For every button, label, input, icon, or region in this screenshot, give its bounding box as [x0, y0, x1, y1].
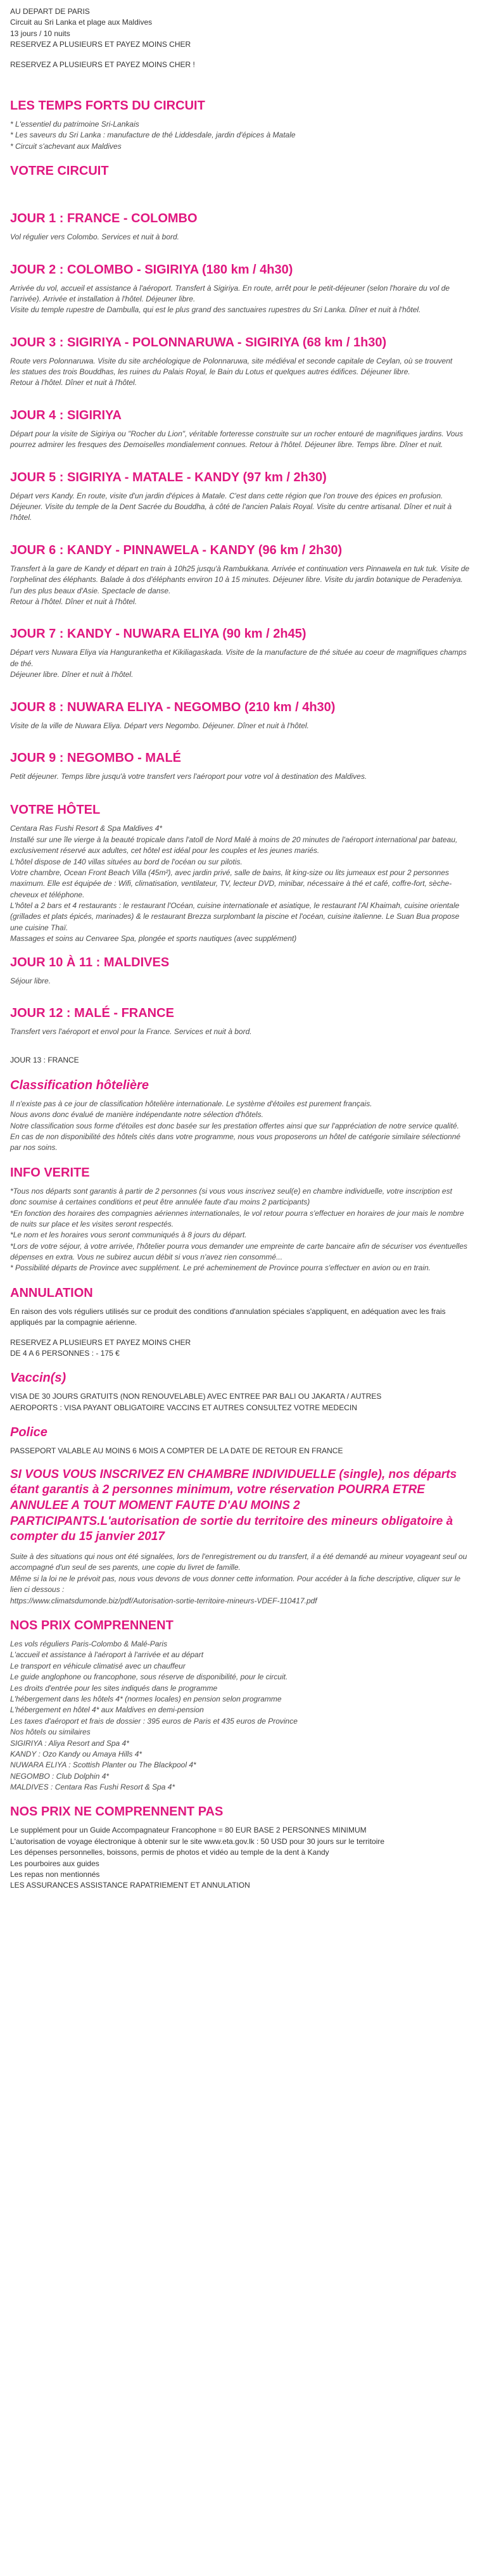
text-line: Transfert vers l'aéroport et envol pour la France. Services et nuit à bord.	[10, 1027, 252, 1037]
text-line: L'hôtel a 2 bars et 4 restaurants : le restaurant l'Océan, cuisine internationale et asiatique, le restaurant l'Al Khaimah, cuisine orientale (grillades et plats épicés, marinades) & le restaurant Brezza surplombant la piscine et l'océan, cuisine italienne. Le Suan Bua propose une cuisine Thaï.	[10, 901, 460, 932]
info-verite-title: INFO VERITE	[10, 1165, 90, 1180]
ne-comprend-title: NOS PRIX NE COMPRENNENT PAS	[10, 1805, 224, 1819]
day-title: JOUR 1 : FRANCE - COLOMBO	[10, 212, 198, 226]
day-description	[10, 976, 470, 987]
text-line: Circuit au Sri Lanka et plage aux Maldives	[10, 18, 153, 27]
itinerary-days	[10, 211, 470, 791]
itinerary-days-end	[10, 955, 470, 1047]
day-description	[10, 429, 470, 451]
text-line: NEGOMBO : Club Dolphin 4*	[10, 1771, 110, 1781]
day-title: JOUR 6 : KANDY - PINNAWELA - KANDY (96 km / 2h30)	[10, 543, 343, 557]
text-line: L'hébergement en hôtel 4* aux Maldives en demi-pension	[10, 1705, 204, 1715]
text-line: Les repas non mentionnés	[10, 1870, 100, 1879]
text-line: MALDIVES : Centara Ras Fushi Resort & Spa 4*	[10, 1783, 175, 1792]
text-line: AU DEPART DE PARIS	[10, 7, 90, 16]
text-line: Arrivée du vol, accueil et assistance à l'aéroport. Transfert à Sigiriya. En route, arrêt pour le petit-déjeuner (selon l'horaire du vol de l'arrivée). Arrivée et installation à l'hôtel. Déjeuner libre.	[10, 283, 450, 303]
day-title: JOUR 5 : SIGIRIYA - MATALE - KANDY (97 km / 2h30)	[10, 470, 327, 484]
text-line: Même si la loi ne le prévoit pas, nous vous devons de vous donner cette information. Pour accéder à la fiche descriptive, cliquer sur le lien ci dessous :	[10, 1574, 461, 1594]
text-line: * Les saveurs du Sri Lanka : manufacture de thé Liddesdale, jardin d'épices à Matale	[10, 130, 296, 140]
comprend-title: NOS PRIX COMPRENNENT	[10, 1619, 174, 1632]
text-line: Il n'existe pas à ce jour de classification hôtelière internationale. Le système d'étoiles est purement français.	[10, 1099, 372, 1108]
text-line: * Circuit s'achevant aux Maldives	[10, 141, 122, 151]
text-line: Le guide anglophone ou francophone, sous réserve de disponibilité, pour le circuit.	[10, 1672, 288, 1682]
day-title: JOUR 9 : NEGOMBO - MALÉ	[10, 750, 182, 765]
text-line: Déjeuner libre. Dîner et nuit à l'hôtel.	[10, 670, 134, 679]
text-line: Visite de la ville de Nuwara Eliya. Départ vers Negombo. Déjeuner. Dîner et nuit à l'hôtel.	[10, 721, 309, 730]
day-description	[10, 771, 470, 782]
text-line: * L'essentiel du patrimoine Sri-Lankais	[10, 119, 139, 129]
text-line	[10, 51, 470, 60]
text-line: Massages et soins au Cenvaree Spa, plongée et sports nautiques (avec supplément)	[10, 934, 297, 944]
text-line: Départ vers Nuwara Eliya via Hanguranketha et Kikiliagaskada. Visite de la manufacture de thé située au coeur de magnifiques champs de thé.	[10, 648, 467, 668]
prix-ne-comprennent-list	[10, 1825, 470, 1891]
text-line: Les droits d'entrée pour les sites indiqués dans le programme	[10, 1683, 218, 1693]
text-line: Centara Ras Fushi Resort & Spa Maldives 4*	[10, 824, 163, 833]
text-line: SIGIRIYA : Aliya Resort and Spa 4*	[10, 1738, 129, 1748]
vaccin-title: Vaccin(s)	[10, 1371, 66, 1386]
text-line: AEROPORTS : VISA PAYANT OBLIGATOIRE VACCINS ET AUTRES CONSULTEZ VOTRE MEDECIN	[10, 1403, 357, 1412]
day-title: JOUR 12 : MALÉ - FRANCE	[10, 1006, 174, 1021]
text-line: Notre classification sous forme d'étoiles est donc basée sur les prestation offertes ainsi que sur l'appréciation de notre service qualité.	[10, 1121, 459, 1130]
text-line: Route vers Polonnaruwa. Visite du site archéologique de Polonnaruwa, site médiéval et seconde capitale de Ceylan, où se trouvent	[10, 356, 453, 365]
text-line: Suite à des situations qui nous ont été signalées, lors de l'enregistrement ou du transfert, il a été demandé au mineur voyageant seul ou accompagné d'un seul de ses parents, une copie du livret de famille.	[10, 1552, 467, 1572]
day-description	[10, 491, 470, 524]
text-line: *Le nom et les horaires vous seront communiqués à 8 jours du départ.	[10, 1230, 247, 1240]
police-text	[10, 1446, 470, 1456]
hotel-description	[10, 823, 470, 944]
text-line: VISA DE 30 JOURS GRATUITS (NON RENOUVELABLE) AVEC ENTREE PAR BALI OU JAKARTA / AUTRES	[10, 1392, 382, 1401]
police-title: Police	[10, 1425, 47, 1440]
text-line: NUWARA ELIYA : Scottish Planter ou The Blackpool 4*	[10, 1760, 196, 1770]
text-line: Votre chambre, Ocean Front Beach Villa (45m²), avec jardin privé, salle de bains, lit king-size ou lits jumeaux est pour 2 personnes maximum. Elle est équipée de : Wifi, climatisation, ventilateur, TV, lecteur DVD, minibar, nécessaire à thé et café, coffre-fort, sèche-cheveux et téléphone.	[10, 868, 452, 899]
text-line: https://www.climatsdumonde.biz/pdf/Autorisation-sortie-territoire-mineurs-VDEF-110417.pdf	[10, 1596, 317, 1605]
text-line: Installé sur une île vierge à la beauté tropicale dans l'atoll de Nord Malé à moins de 20 minutes de l'aéroport international par bateau, exclusivement réservé aux adultes, cet hôtel est idéal pour les couples et les jeunes mariés.	[10, 835, 458, 856]
info-verite-text	[10, 1186, 470, 1274]
text-line: RESERVEZ A PLUSIEURS ET PAYEZ MOINS CHER	[10, 1337, 191, 1347]
text-line: L'autorisation de voyage électronique à obtenir sur le site www.eta.gov.lk : 50 USD pour 30 jours sur le territoire	[10, 1836, 385, 1846]
day-title: JOUR 2 : COLOMBO - SIGIRIYA (180 km / 4h30)	[10, 262, 293, 277]
temps-forts-title: LES TEMPS FORTS DU CIRCUIT	[10, 98, 205, 113]
day-description	[10, 1026, 470, 1037]
text-line: 13 jours / 10 nuits	[10, 28, 70, 38]
text-line: Les dépenses personnelles, boissons, permis de photos et vidéo au temple de la dent à Kandy	[10, 1848, 329, 1857]
text-line: LES ASSURANCES ASSISTANCE RAPATRIEMENT ET ANNULATION	[10, 1881, 250, 1890]
text-line: Nous avons donc évalué de manière indépendante notre sélection d'hôtels.	[10, 1110, 263, 1120]
day-description	[10, 721, 470, 731]
text-line: Retour à l'hôtel. Dîner et nuit à l'hôtel.	[10, 597, 137, 606]
text-line: Vol régulier vers Colombo. Services et nuit à bord.	[10, 232, 180, 242]
text-line: Les pourboires aux guides	[10, 1859, 99, 1868]
day-description	[10, 283, 470, 316]
text-line: *Lors de votre séjour, à votre arrivée, l'hôtelier pourra vous demander une empreinte de carte bancaire afin de sécuriser vos éventuelles dépenses en extra. Vous ne subirez aucun débit si vous n'avez rien consommé...	[10, 1241, 468, 1262]
intro-block	[10, 6, 470, 70]
day-description	[10, 564, 470, 608]
text-line: Le supplément pour un Guide Accompagnateur Francophone = 80 EUR BASE 2 PERSONNES MINIMUM	[10, 1826, 367, 1835]
prix-comprennent-list	[10, 1639, 470, 1793]
day-title: JOUR 8 : NUWARA ELIYA - NEGOMBO (210 km / 4h30)	[10, 700, 336, 714]
day-description	[10, 647, 470, 680]
text-line: l'un des plus beaux d'Asie. Spectacle de danse.	[10, 586, 171, 595]
text-line: L'hôtel dispose de 140 villas situées au bord de l'océan ou sur pilotis.	[10, 857, 243, 866]
annulation-text	[10, 1306, 470, 1360]
circuit-title: VOTRE CIRCUIT	[10, 164, 109, 179]
text-line: *En fonction des horaires des compagnies aériennes internationales, le vol retour pourra s'effectuer en horaires de jour mais le nombre de nuits sur place et les visites seront respectés.	[10, 1208, 464, 1228]
text-line: Nos hôtels ou similaires	[10, 1727, 91, 1737]
text-line: En raison des vols réguliers utilisés sur ce produit des conditions d'annulation spéciales s'appliquent, en adéquation avec les frais appliqués par la compagnie aérienne.	[10, 1306, 446, 1327]
text-line: Retour à l'hôtel. Dîner et nuit à l'hôtel.	[10, 378, 137, 388]
text-line: Transfert à la gare de Kandy et départ en train à 10h25 jusqu'à Rambukkana. Arrivée et continuation vers Pinnawela en tuk tuk. Visite de l'orphelinat des éléphants. Balade à dos d'éléphants environ 10 à 15 minutes. Déjeuner libre. Visite du jardin botanique de Peradeniya.	[10, 564, 470, 584]
text-line: RESERVEZ A PLUSIEURS ET PAYEZ MOINS CHER	[10, 40, 191, 49]
day-description	[10, 232, 470, 243]
day-title: JOUR 7 : KANDY - NUWARA ELIYA (90 km / 2h45)	[10, 627, 306, 641]
classification-title: Classification hôtelière	[10, 1078, 149, 1092]
text-line: Séjour libre.	[10, 976, 51, 985]
text-line: Départ pour la visite de Sigiriya ou "Rocher du Lion", véritable forteresse construite sur un rocher entouré de magnifiques jardins. Vous	[10, 429, 464, 438]
text-line: *Tous nos départs sont garantis à partir de 2 personnes (si vous vous inscrivez seul(e) en chambre individuelle, votre inscription est donc soumise à certaines conditions et peut être annulée faute d'au moins 2 participants)	[10, 1186, 452, 1207]
text-line: Les taxes d'aéroport et frais de dossier : 395 euros de Paris et 435 euros de Province	[10, 1716, 298, 1726]
minor-authorization-text	[10, 1551, 470, 1607]
text-line: L'hébergement dans les hôtels 4* (normes locales) en pension selon programme	[10, 1694, 282, 1703]
text-line: En cas de non disponibilité des hôtels cités dans votre programme, nous vous proposerons un hôtel de catégorie similaire sélectionné par nos soins.	[10, 1132, 461, 1152]
text-line: DE 4 A 6 PERSONNES : - 175 €	[10, 1349, 120, 1358]
text-line: * Possibilité départs de Province avec supplément. Le pré acheminement de Province pourra s'effectuer en avion ou en train.	[10, 1263, 431, 1273]
text-line: RESERVEZ A PLUSIEURS ET PAYEZ MOINS CHER !	[10, 60, 195, 69]
text-line: Visite du temple rupestre de Dambulla, qui est le plus grand des sanctuaires rupestres du Sri Lanka. Dîner et nuit à l'hôtel.	[10, 305, 421, 315]
vaccin-text	[10, 1391, 470, 1413]
temps-forts-list	[10, 119, 470, 152]
single-room-alert: SI VOUS VOUS INSCRIVEZ EN CHAMBRE INDIVIDUELLE (single), nos départs étant garantis à 2 personnes minimum, votre réservation POURRA ETRE ANNULEE A TOUT MOMENT FAUTE D'AU MOINS 2 PARTICIPANTS.L'autorisation de sortie du territoire des mineurs obligatoire à compter du 15 janvier 2017	[10, 1467, 457, 1544]
text-line: Petit déjeuner. Temps libre jusqu'à votre transfert vers l'aéroport pour votre vol à destination des Maldives.	[10, 771, 367, 781]
text-line: pourrez admirer les fresques des Demoiselles mondialement connues. Retour à l'hôtel. Déjeuner libre. Temps libre. Dîner et nuit.	[10, 440, 443, 450]
text-line: PASSEPORT VALABLE AU MOINS 6 MOIS A COMPTER DE LA DATE DE RETOUR EN FRANCE	[10, 1446, 343, 1456]
hotel-title: VOTRE HÔTEL	[10, 803, 101, 818]
text-line: KANDY : Ozo Kandy ou Amaya Hills 4*	[10, 1749, 142, 1758]
text-line: L'accueil et assistance à l'aéroport à l'arrivée et au départ	[10, 1650, 204, 1660]
classification-text	[10, 1099, 470, 1154]
jour-13-line: JOUR 13 : FRANCE	[10, 1056, 79, 1065]
day-description	[10, 356, 470, 389]
annulation-title: ANNULATION	[10, 1285, 93, 1300]
text-line	[10, 1329, 470, 1337]
text-line: Les vols réguliers Paris-Colombo & Malé-Paris	[10, 1639, 168, 1648]
day-title: JOUR 10 À 11 : MALDIVES	[10, 955, 170, 969]
text-line: Départ vers Kandy. En route, visite d'un jardin d'épices à Matale. C'est dans cette région que l'on trouve des épices en profusion. Déjeuner. Visite du temple de la Dent Sacrée du Bouddha, à côté de l'ancien Palais Royal. Visite du centre artisanal. Dîner et nuit à l'hôtel.	[10, 491, 452, 522]
text-line: les statues des trois Bouddhas, les ruines du Palais Royal, le Bain du Lotus et quelques autres édifices. Déjeuner libre.	[10, 367, 410, 377]
day-title: JOUR 3 : SIGIRIYA - POLONNARUWA - SIGIRIYA (68 km / 1h30)	[10, 335, 387, 350]
day-title: JOUR 4 : SIGIRIYA	[10, 408, 122, 422]
text-line: Le transport en véhicule climatisé avec un chauffeur	[10, 1661, 186, 1670]
